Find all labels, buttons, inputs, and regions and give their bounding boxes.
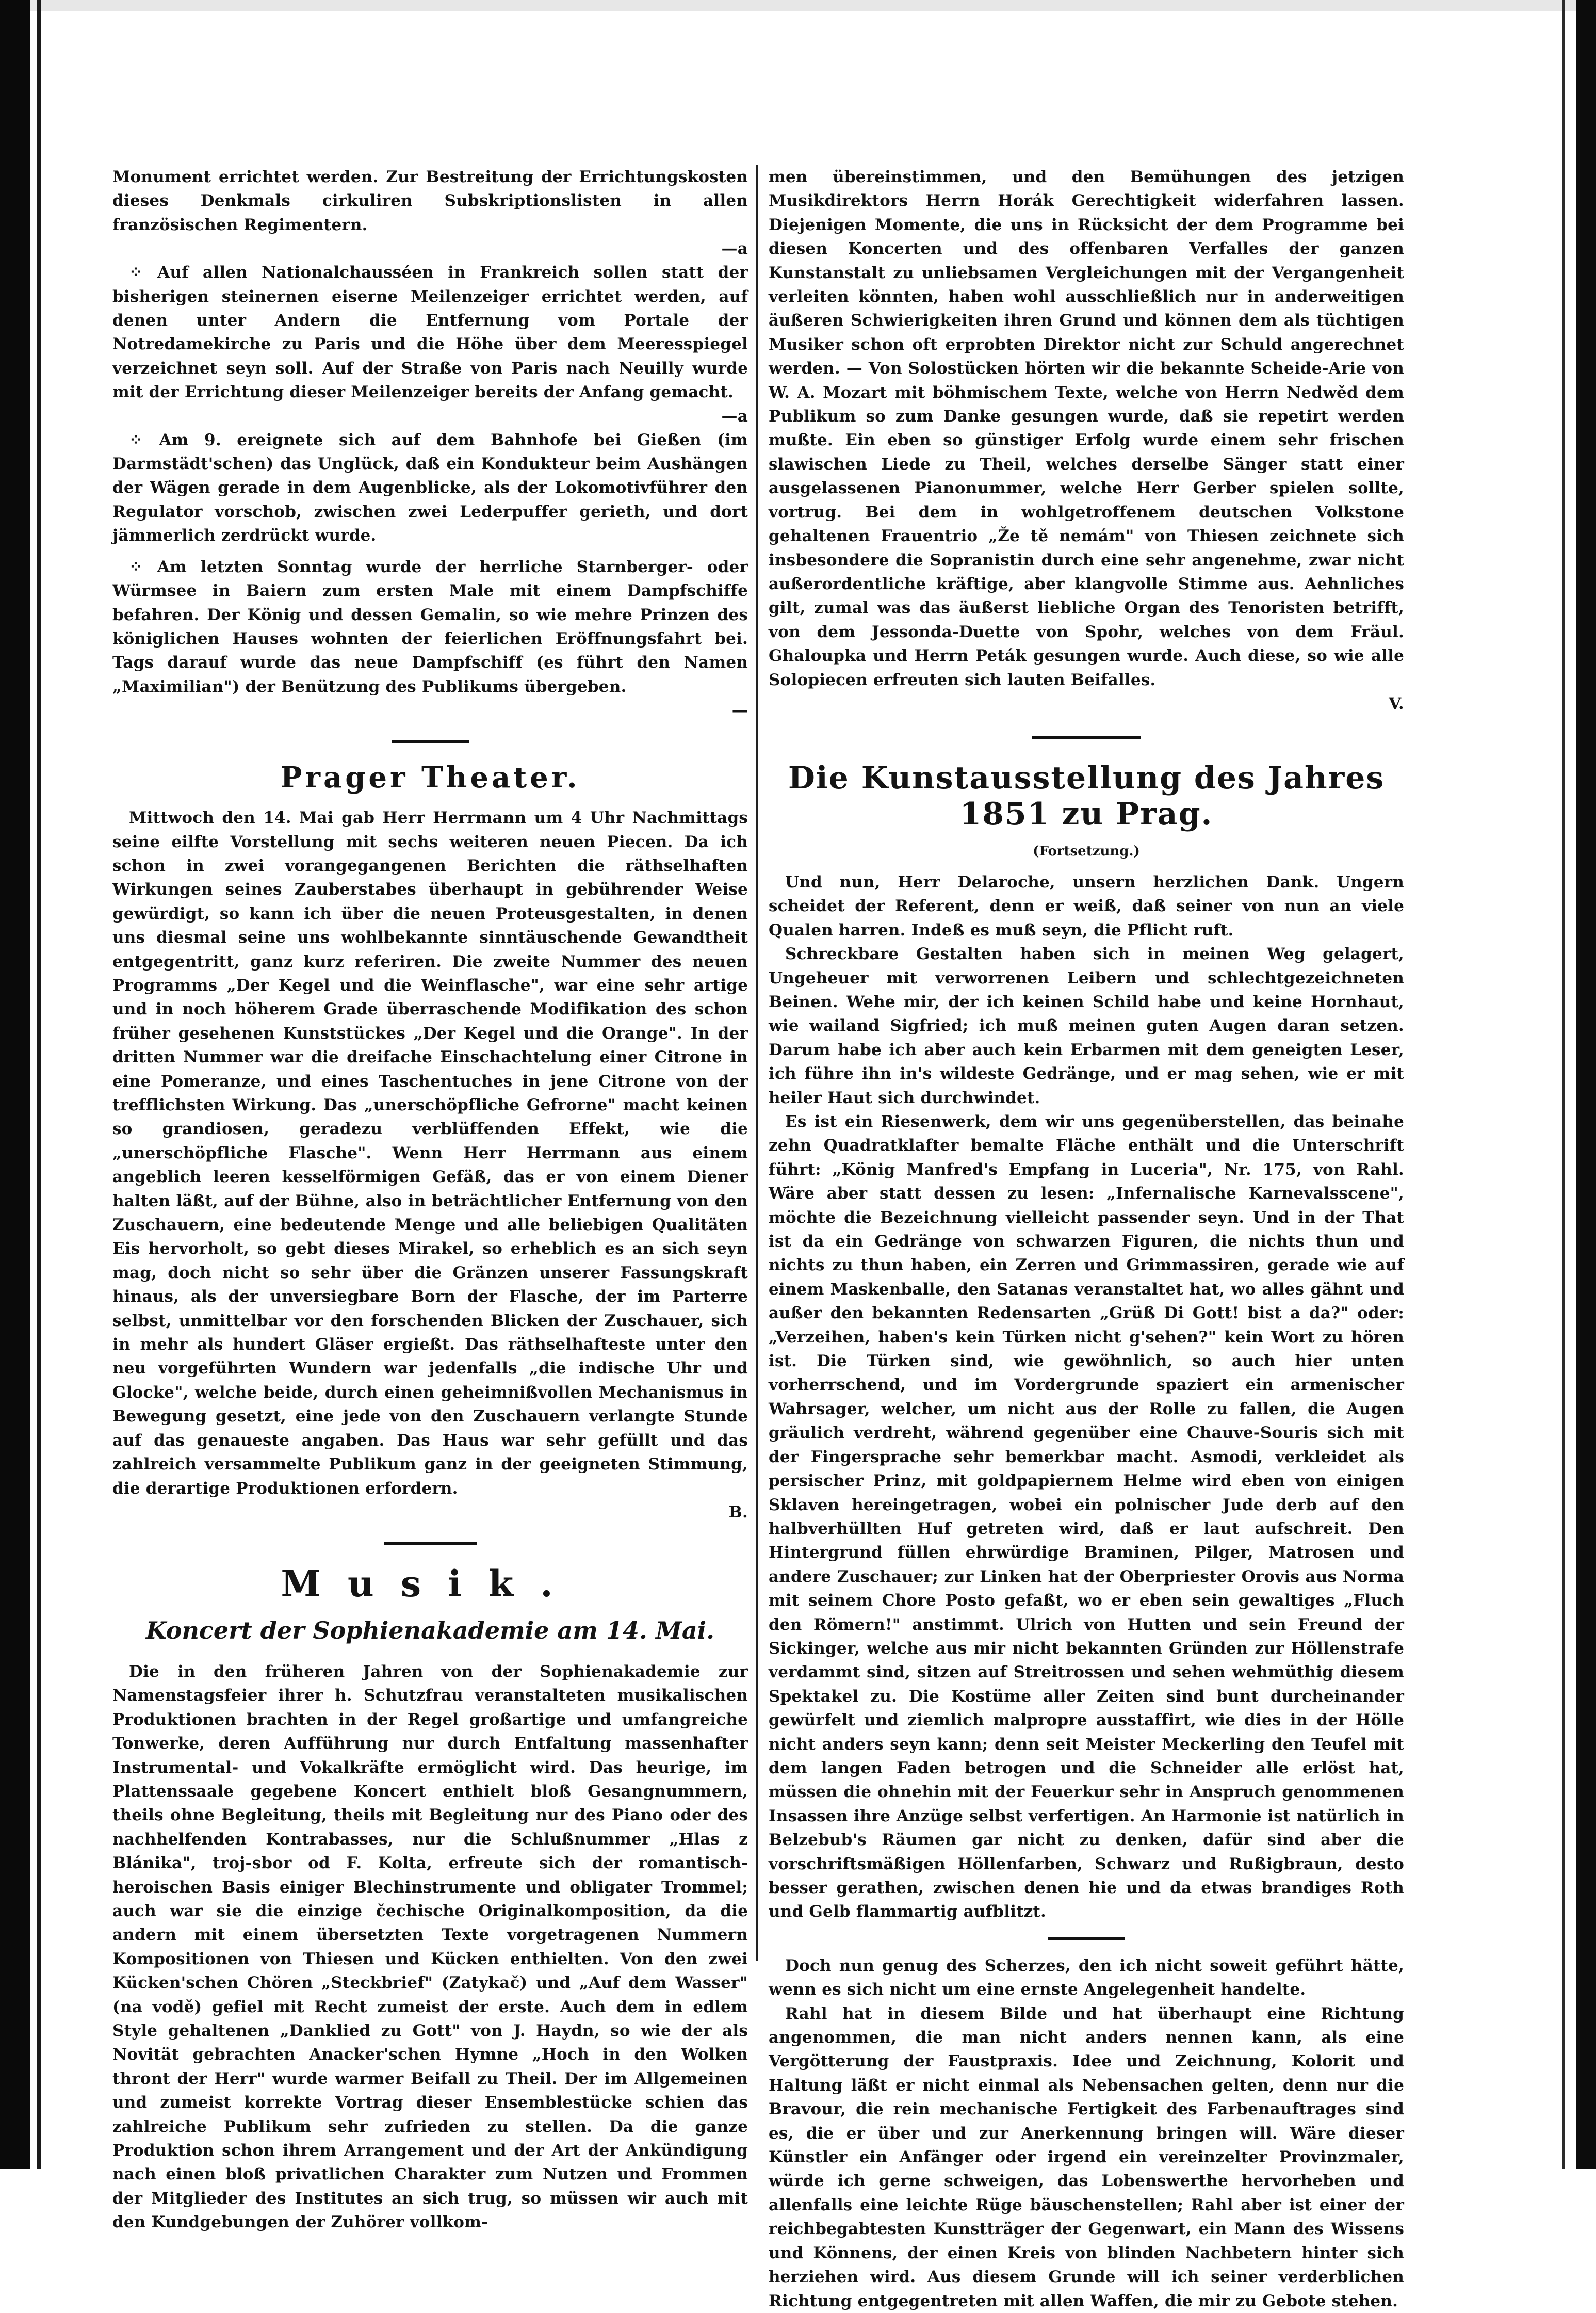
ornament-icon: ⁘	[129, 263, 143, 282]
news-item-signature: —a	[721, 239, 748, 258]
musik-article: Die in den früheren Jahren von der Sophienakademie zur Namenstagsfeier ihrer h. Schutzfrau veranstalteten musikalischen Produktionen brachten in der Regel großartige und umfangreiche Tonwerke, deren Aufführung nur durch Entfaltung massenhafter Instrumental- und Vokalkräfte ermöglicht wird. Das heurige, im Plattenssaale gegebene Koncert enthielt bloß Gesangnummern, theils ohne Begleitung, theils mit Begleitung nur des Piano oder des nachhelfenden Kontrabasses, nur die Schlußnummer „Hlas z Blánika", troj-sbor od F. Kolta, erfreute sich der romantisch-heroischen Basis einiger Blechinstrumente und obligater Trommel; auch war sie die einzige čechische Originalkomposition, da die andern mit einem übersetzten Texte vorgetragenen Nummern Kompositionen von Thiesen und Kücken enthielten. Von den zwei Kücken'schen Chören „Steckbrief" (Zatykač) und „Auf dem Wasser" (na vodě) gefiel mit Recht zumeist der erste. Auch dem in edlem Style gehaltenen „Danklied zu Gott" von J. Haydn, so wie der als Novität gebrachten Anacker'schen Hymne „Hoch in den Wolken thront der Herr" wurde warmer Beifall zu Theil. Der im Allgemeinen und zumeist korrekte Vortrag dieser Ensemblestücke schien das zahlreiche Publikum sehr zufrieden zu stellen. Da die ganze Produktion schon ihrem Arrangement und der Art der Ankündigung nach einen bloß privatlichen Charakter zum Nutzen und Frommen der Mitglieder des Institutes an sich trug, so müssen wir auch mit den Kundgebungen der Zuhörer vollkom-	[112, 1662, 748, 2232]
musik-subheading: Koncert der Sophienakademie am 14. Mai.	[145, 1616, 715, 1644]
scan-right-edge-line	[1562, 0, 1565, 2169]
section-divider	[384, 1542, 477, 1545]
ornament-icon: ⁘	[129, 557, 143, 576]
section-divider	[1048, 1937, 1125, 1940]
musik-signature: V.	[1389, 694, 1404, 713]
news-item-text: Am 9. ereignete sich auf dem Bahnhofe bei Gießen (im Darmstädt'schen) das Unglück, daß ein Kondukteur beim Aushängen der Wägen gerade in dem Augenblicke, als der Lokomotivführer den Regulator vorschob, zwischen zwei Lederpuffer gerieth, und dort jämmerlich zerdrückt wurde.	[112, 430, 748, 545]
news-item-signature: —	[731, 701, 748, 720]
news-item-monument: Monument errichtet werden. Zur Bestreitung der Errichtungskosten dieses Denkmals cirkuliren Subskriptionslisten in allen französischen Regimentern.	[112, 168, 748, 234]
musik-heading: Musik.	[281, 1562, 580, 1605]
fortsetzung-label: (Fortsetzung.)	[1033, 843, 1140, 859]
scan-left-edge-line	[37, 0, 41, 2169]
right-column	[769, 165, 1404, 2313]
kunst-paragraph: Rahl hat in diesem Bilde und hat überhaupt eine Richtung angenommen, die man nicht anders nennen kann, als eine Vergötterung der Faustpraxis. Idee und Zeichnung, Kolorit und Haltung läßt er nicht einmal als Nebensachen gelten, denn nur die Bravour, die rein mechanische Fertigkeit des Farbenauftrages sind es, die er über und zur Anerkennung bringen will. Wäre dieser Künstler ein Anfänger oder irgend ein vereinzelter Provinzmaler, würde ich gerne schweigen, das Lobenswerthe hervorheben und allenfalls eine leichte Rüge bäuschenstellen; Rahl aber ist einer der reichbegabtesten Kunstträger der Gegenwart, ein Mann des Wissens und Könnens, der einen Kreis von blinden Nachbetern hinter sich herziehen wird. Aus diesem Grunde will ich seiner verderblichen Richtung entgegentreten mit allen Waffen, die mir zu Gebote stehen.	[769, 2004, 1404, 2310]
news-item-starnberger	[112, 555, 748, 699]
scan-left-edge	[0, 0, 30, 2169]
kunstausstellung-heading: Die Kunstausstellung des Jahres 1851 zu Prag.	[788, 759, 1385, 832]
news-item-giessen	[112, 428, 748, 548]
ornament-icon: ⁘	[129, 430, 143, 449]
news-item-text: Am letzten Sonntag wurde der herrliche Starnberger- oder Würmsee in Baiern zum ersten Male mit einem Dampfschiffe befahren. Der König und dessen Gemalin, so wie mehre Prinzen des königlichen Hauses wohnten der feierlichen Eröffnungsfahrt bei. Tags darauf wurde das neue Dampfschiff (es führt den Namen „Maximilian") der Benützung des Publikums übergeben.	[112, 557, 748, 696]
section-divider	[392, 740, 469, 743]
scan-right-edge	[1576, 0, 1596, 2169]
kunst-paragraph: Und nun, Herr Delaroche, unsern herzlichen Dank. Ungern scheidet der Referent, denn er weiß, daß seiner von nun an viele Qualen harren. Indeß es muß seyn, die Pflicht ruft.	[769, 872, 1404, 940]
column-rule	[756, 165, 758, 1961]
news-item-text: Auf allen Nationalchausséen in Frankreich sollen statt der bisherigen steinernen eiserne Meilenzeiger errichtet werden, auf denen unter Andern die Entfernung vom Portale der Notredamekirche zu Paris und die Höhe über dem Meeresspiegel verzeichnet seyn soll. Auf der Straße von Paris nach Neuilly wurde mit der Errichtung dieser Meilenzeiger bereits der Anfang gemacht.	[112, 263, 748, 402]
kunst-paragraph: Schreckbare Gestalten haben sich in meinen Weg gelagert, Ungeheuer mit verworrenen Leibern und schlechtgezeichneten Beinen. Wehe mir, der ich keinen Schild habe und keine Hornhaut, wie wailand Sigfried; ich muß meinen guten Augen daran setzen. Darum habe ich aber auch kein Erbarmen mit dem geneigten Leser, ich führe ihn in's wildeste Gedränge, und er mag sehen, wie er mit heiler Haut sich durchwindet.	[769, 945, 1404, 1107]
left-column	[112, 165, 748, 2235]
kunst-paragraph: Es ist ein Riesenwerk, dem wir uns gegenüberstellen, das beinahe zehn Quadratklafter bemalte Fläche enthält und die Unterschrift führt: „König Manfred's Empfang in Luceria", Nr. 175, von Rahl. Wäre aber statt dessen zu lesen: „Infernalische Karnevalsscene", möchte die Bezeichnung vielleicht passender seyn. Und in der That ist da ein Gedränge von schwarzen Figuren, die nichts thun und nichts zu thun haben, ein Zerren und Grimmassiren, gerade wie auf einem Maskenballe, den Satanas veranstaltet hat, wo alles gähnt und außer den bekannten Redensarten „Grüß Di Gott! bist a da?" oder: „Verzeihen, haben's kein Türken nicht g'sehen?" kein Wort zu hören ist. Die Türken sind, wie gewöhnlich, so auch hier unten vorherrschend, und im Vordergrunde spaziert ein armenischer Wahrsager, welcher, um nicht aus der Rolle zu fallen, die Augen gräulich verdreht, während gegenüber eine Chauve-Souris sich mit der Fingersprache sehr bemerkbar macht. Asmodi, verkleidet als persischer Prinz, mit goldpapiernem Helme wird eben von einigen Sklaven hereingetragen, wobei ein polnischer Jude derb auf den halbverhüllten Huf getreten wird, daß er laut aufschreit. Den Hintergrund füllen ehrwürdige Braminen, Pilger, Matrosen und andere Zuschauer; zur Linken hat der Oberpriester Orovis aus Norma mit seinem Chore Posto gefaßt, wo er eben sein gewaltiges „Fluch den Römern!" anstimmt. Ulrich von Hutten und sein Freund der Sickinger, welche aus mir nicht bekannten Gründen zur Höllenstrafe verdammt sind, sitzen auf Streitrossen und sehen wehmüthig diesem Spektakel zu. Die Kostüme aller Zeiten sind bunt durcheinander gewürfelt und ziemlich malpropre ausstaffirt, wie dies in der Hölle nicht anders seyn kann; denn seit Meister Meckerling den Teufel mit dem langen Faden betrogen und die Schneider alle erlöst hat, müssen die ohnehin mit der Feuerkur sehr in Anspruch genommenen Insassen ihre Anzüge selbst verfertigen. An Harmonie ist natürlich in Belzebub's Räumen gar nicht zu denken, dafür sind aber die vorschriftsmäßigen Höllenfarben, Schwarz und Rußigbraun, desto besser gerathen, zwischen denen hie und da etwas brandiges Roth und Gelb flammartig aufblitzt.	[769, 1112, 1404, 1921]
theater-article: Mittwoch den 14. Mai gab Herr Herrmann um 4 Uhr Nachmittags seine eilfte Vorstellung mit sechs weiteren neuen Piecen. Da ich schon in zwei vorangegangenen Berichten die räthselhaften Wirkungen seines Zauberstabes überhaupt in gebührender Weise gewürdigt, so kann ich über die neuen Proteusgestalten, in denen uns diesmal seine uns wohlbekannte sinntäuschende Gewandtheit entgegentritt, ganz kurz referiren. Die zweite Nummer des neuen Programms „Der Kegel und die Weinflasche", war eine sehr artige und in noch höherem Grade überraschende Modifikation des schon früher gesehenen Kunststückes „Der Kegel und die Orange". In der dritten Nummer war die dreifache Einschachtelung einer Citrone in eine Pomeranze, und eines Taschentuches in jene Citrone von der trefflichsten Wirkung. Das „unerschöpfliche Gefrorne" macht keinen so grandiosen, geradezu verblüffenden Effekt, wie die „unerschöpfliche Flasche". Wenn Herr Herrmann aus einem angeblich leeren kesselförmigen Gefäß, das er von einem Diener halten läßt, auf der Bühne, also in beträchtlicher Entfernung von den Zuschauern, eine bedeutende Menge und alle beliebigen Qualitäten Eis hervorholt, so gebt dieses Mirakel, so erheblich es an sich seyn mag, doch nicht so sehr über die Gränzen unserer Fassungskraft hinaus, als der unversiegbare Born der Flasche, der im Parterre selbst, unmittelbar vor den forschenden Blicken der Zuschauer, sich in mehr als hundert Gläser ergießt. Das räthselhafteste unter den neu vorgeführten Wundern war jedenfalls „die indische Uhr und Glocke", welche beide, durch einen geheimnißvollen Mechanismus in Bewegung gesetzt, eine jede von den Zuschauern verlangte Stunde auf das genaueste angaben. Das Haus war sehr gefüllt und das zahlreich versammelte Publikum ganz in der geeigneten Stimmung, die derartige Produktionen erfordern.	[112, 808, 748, 1498]
news-item-signature: —a	[721, 407, 748, 426]
theater-signature: B.	[728, 1502, 748, 1522]
musik-article-continuation: men übereinstimmen, und den Bemühungen des jetzigen Musikdirektors Herrn Horák Gerechtigkeit widerfahren lassen. Diejenigen Momente, die uns in Rücksicht der dem Programme bei diesen Koncerten und des offenbaren Verfalles der ganzen Kunstanstalt zu unliebsamen Vergleichungen mit der Vergangenheit verleiten könnten, haben wohl ausschließlich nur in anderweitigen äußeren Schwierigkeiten ihren Grund und können dem als tüchtigen Musiker schon oft erprobten Direktor nicht zur Schuld angerechnet werden. — Von Solostücken hörten wir die bekannte Scheide-Arie von W. A. Mozart mit böhmischem Texte, welche von Herrn Nedwěd dem Publikum so zum Danke gesungen wurde, daß sie repetirt werden mußte. Ein eben so günstiger Erfolg wurde einem sehr frischen slawischen Liede zu Theil, welches derselbe Sänger statt einer ausgelassenen Pianonummer, welche Herr Gerber spielen sollte, vortrug. Bei dem in wohlgetroffenem deutschen Volkstone gehaltenen Frauentrio „Že tě nemám" von Thiesen zeichnete sich insbesondere die Sopranistin durch eine sehr angenehme, zwar nicht außerordentliche kräftige, aber klangvolle Stimme aus. Aehnliches gilt, zumal was das äußerst liebliche Organ des Tenoristen betrifft, von dem Jessonda-Duette von Spohr, welches von dem Fräul. Ghaloupka und Herrn Peták gesungen wurde. Auch diese, so wie alle Solopiecen erfreuten sich lauten Beifalles.	[769, 168, 1404, 689]
theater-heading: Prager Theater.	[280, 761, 580, 795]
page-top-band	[30, 0, 1577, 11]
kunst-paragraph: Doch nun genug des Scherzes, den ich nicht soweit geführt hätte, wenn es sich nicht um eine ernste Angelegenheit handelte.	[769, 1956, 1404, 1999]
news-item-meilenzeiger	[112, 261, 748, 404]
section-divider	[1032, 736, 1141, 739]
